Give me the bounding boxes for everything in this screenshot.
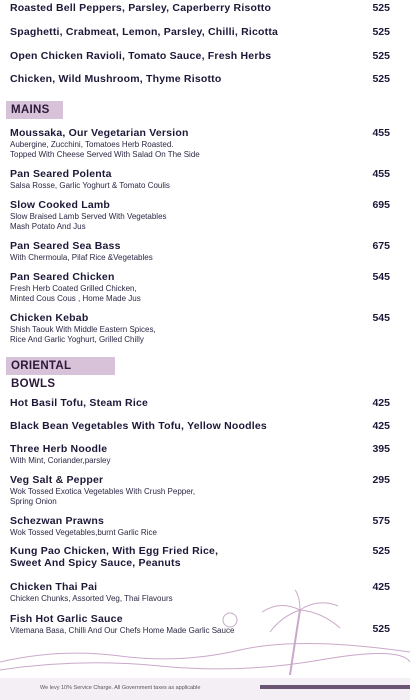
item-price: 425	[372, 581, 390, 593]
item-name: Three Herb Noodle	[10, 443, 108, 455]
service-charge-note: We levy 10% Service Charge. All Government taxes as applicable	[40, 685, 201, 691]
menu-item	[10, 613, 390, 636]
item-description: With Chermoula, Pilaf Rice &Vegetables	[10, 253, 153, 262]
menu-item	[10, 240, 390, 263]
item-description: Vitemana Basa, Chilli And Our Chefs Home Made Garlic Sauce	[10, 626, 235, 635]
menu-item	[10, 168, 390, 191]
item-name: Pan Seared Chicken	[10, 271, 115, 283]
item-name-continued: Sweet And Spicy Sauce, Peanuts	[10, 557, 181, 569]
item-name: Fish Hot Garlic Sauce	[10, 613, 123, 625]
item-name: Veg Salt & Pepper	[10, 474, 104, 486]
item-name: Pan Seared Sea Bass	[10, 240, 121, 252]
item-name: Pan Seared Polenta	[10, 168, 112, 180]
menu-item	[10, 474, 390, 507]
item-name: Roasted Bell Peppers, Parsley, Caperberry Risotto	[10, 2, 272, 14]
menu-item	[10, 271, 390, 304]
item-price: 425	[372, 420, 390, 432]
item-price: 455	[372, 127, 390, 139]
item-description: Salsa Rosse, Garlic Yoghurt & Tomato Coulis	[10, 181, 170, 190]
item-description: Mash Potato And Jus	[10, 222, 86, 231]
item-price: 525	[372, 623, 390, 635]
item-price: 525	[372, 50, 390, 62]
item-description: Wok Tossed Vegetables,burnt Garlic Rice	[10, 528, 157, 537]
section-header-oriental-bowls: ORIENTAL BOWLS	[6, 357, 115, 375]
item-name: Chicken Thai Pai	[10, 581, 98, 593]
item-name: Black Bean Vegetables With Tofu, Yellow Noodles	[10, 420, 267, 432]
item-name: Spaghetti, Crabmeat, Lemon, Parsley, Chilli, Ricotta	[10, 26, 279, 38]
item-description: Rice And Garlic Yoghurt, Grilled Chilly	[10, 335, 144, 344]
section-header-mains: MAINS	[6, 101, 63, 119]
item-name: Slow Cooked Lamb	[10, 199, 111, 211]
menu-item	[10, 2, 390, 14]
item-name: Moussaka, Our Vegetarian Version	[10, 127, 189, 139]
item-name: Hot Basil Tofu, Steam Rice	[10, 397, 149, 409]
item-name: Kung Pao Chicken, With Egg Fried Rice,	[10, 545, 219, 557]
item-name: Chicken Kebab	[10, 312, 89, 324]
item-description: Topped With Cheese Served With Salad On The Side	[10, 150, 200, 159]
item-description: Chicken Chunks, Assorted Veg, Thai Flavours	[10, 594, 173, 603]
item-description: Shish Taouk With Middle Eastern Spices,	[10, 325, 156, 334]
item-name: Open Chicken Ravioli, Tomato Sauce, Fresh Herbs	[10, 50, 272, 62]
menu-item	[10, 515, 390, 538]
menu-item	[10, 312, 390, 345]
menu-item	[10, 581, 390, 604]
menu-item	[10, 420, 390, 432]
item-price: 695	[372, 199, 390, 211]
item-description: Fresh Herb Coated Grilled Chicken,	[10, 284, 137, 293]
footer-stripe	[260, 685, 410, 689]
item-price: 675	[372, 240, 390, 252]
item-price: 545	[372, 271, 390, 283]
item-price: 525	[372, 545, 390, 557]
menu-item	[10, 26, 390, 38]
item-price: 575	[372, 515, 390, 527]
item-description: Aubergine, Zucchini, Tomatoes Herb Roasted.	[10, 140, 174, 149]
menu-item	[10, 199, 390, 232]
item-price: 525	[372, 2, 390, 14]
menu-item	[10, 443, 390, 466]
item-description: Minted Cous Cous , Home Made Jus	[10, 294, 141, 303]
item-price: 455	[372, 168, 390, 180]
item-price: 525	[372, 26, 390, 38]
item-price: 525	[372, 73, 390, 85]
menu-item	[10, 545, 390, 569]
menu-item	[10, 50, 390, 62]
item-description: Spring Onion	[10, 497, 57, 506]
item-price: 295	[372, 474, 390, 486]
item-name: Schezwan Prawns	[10, 515, 105, 527]
item-description: Slow Braised Lamb Served With Vegetables	[10, 212, 167, 221]
menu-item	[10, 127, 390, 160]
item-name: Chicken, Wild Mushroom, Thyme Risotto	[10, 73, 222, 85]
item-price: 395	[372, 443, 390, 455]
item-description: Wok Tossed Exotica Vegetables With Crush Pepper,	[10, 487, 196, 496]
item-price: 545	[372, 312, 390, 324]
menu-item	[10, 73, 390, 85]
item-description: With Mint, Coriander,parsley	[10, 456, 111, 465]
menu-item	[10, 397, 390, 409]
item-price: 425	[372, 397, 390, 409]
